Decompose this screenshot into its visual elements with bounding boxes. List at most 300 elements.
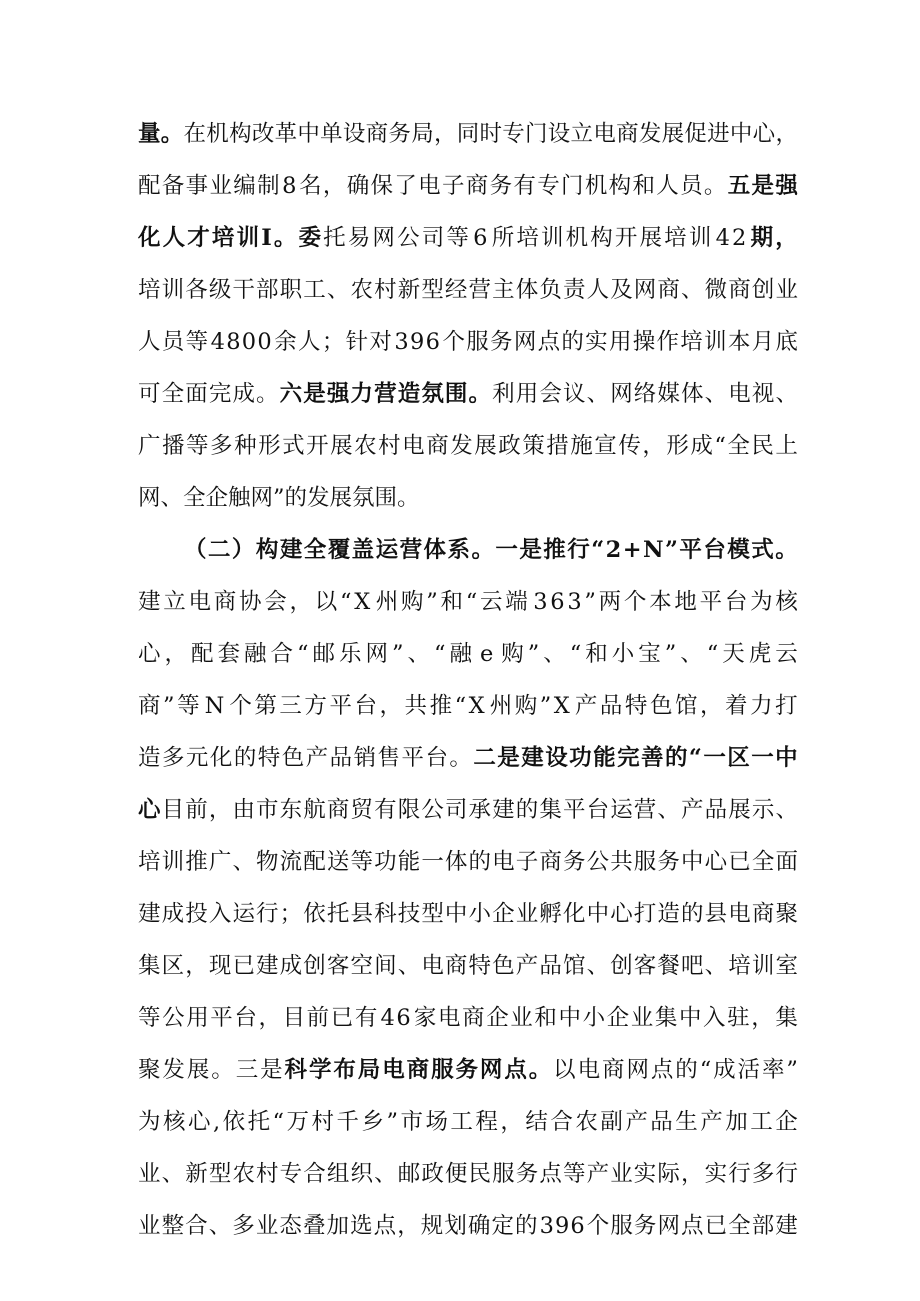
text-char: 色: [649, 693, 673, 719]
text-char: 网: [610, 381, 633, 407]
text-char: 电: [382, 1057, 405, 1083]
text-char: 服: [492, 1161, 515, 1187]
text-char: 村: [374, 277, 397, 303]
text-char: 。: [273, 225, 297, 251]
text-char: 平: [210, 1005, 233, 1031]
text-char: 现: [208, 953, 232, 979]
text-char: 行: [256, 901, 279, 927]
text-char: 业: [610, 1161, 633, 1187]
text-char: 特: [624, 693, 648, 719]
text-char: 种: [234, 433, 257, 459]
text-char: 组: [326, 1161, 350, 1187]
text-char: 企: [492, 901, 515, 927]
text-char: 购: [501, 641, 524, 667]
text-char: 推: [429, 693, 453, 719]
text-char: 品: [329, 745, 353, 771]
text-char: 0: [241, 329, 257, 355]
text-char: “: [706, 641, 719, 667]
text-char: ”: [539, 693, 552, 719]
text-char: 科: [374, 901, 397, 927]
text-char: 业: [775, 277, 798, 303]
text-char: 实: [633, 1161, 657, 1187]
text-char: 网: [626, 1057, 649, 1083]
text-char: 电: [438, 1005, 461, 1031]
text-char: 全: [161, 381, 185, 407]
text-char: 多: [161, 745, 185, 771]
text-char: 力: [350, 381, 373, 407]
text-char: 员: [680, 173, 703, 199]
text-char: 商: [657, 277, 680, 303]
text-line: [138, 368, 798, 420]
text-char: ，: [775, 225, 798, 251]
text-char: 模: [727, 537, 750, 563]
text-char: 网: [657, 1213, 680, 1239]
text-char: 建: [492, 797, 515, 823]
text-char: 时: [479, 121, 502, 147]
text-char: 运: [232, 901, 255, 927]
text-char: 事: [185, 173, 209, 199]
text-char: 面: [185, 381, 208, 407]
text-char: 宝: [638, 641, 661, 667]
text-char: 心: [752, 121, 776, 147]
text-char: 人: [138, 329, 161, 355]
text-char: 业: [138, 1161, 161, 1187]
text-char: 方: [304, 693, 327, 719]
text-char: 承: [468, 797, 492, 823]
text-char: 一: [421, 849, 444, 875]
text-line: [138, 1044, 798, 1096]
text-char: 等: [350, 849, 373, 875]
text-char: 宣: [594, 433, 617, 459]
text-char: 作: [656, 329, 680, 355]
text-char: 地: [674, 589, 697, 615]
text-char: 入: [208, 901, 232, 927]
text-char: 部: [751, 1213, 775, 1239]
text-char: 和: [632, 173, 655, 199]
text-char: 。: [528, 1057, 552, 1083]
text-char: 等: [177, 693, 200, 719]
text-char: N: [204, 693, 225, 719]
text-line: [138, 576, 798, 628]
text-char: 商: [728, 277, 751, 303]
text-char: 送: [326, 849, 350, 875]
text-char: 子: [515, 849, 539, 875]
text-char: 6: [550, 589, 565, 615]
text-char: 系: [447, 537, 470, 563]
text-char: 用: [515, 381, 539, 407]
text-char: 市: [400, 1109, 423, 1135]
text-char: 形: [258, 433, 281, 459]
text-line: [138, 524, 798, 576]
text-char: 、: [680, 641, 703, 667]
text-char: 航: [303, 797, 326, 823]
text-char: 设: [547, 121, 571, 147]
text-char: N: [642, 537, 664, 563]
text-char: 司: [444, 797, 468, 823]
text-char: 造: [397, 381, 421, 407]
text-char: 合: [185, 1213, 208, 1239]
text-char: ”: [786, 1057, 798, 1083]
text-char: ，: [185, 953, 208, 979]
text-char: 各: [185, 277, 208, 303]
text-char: 目: [282, 1005, 306, 1031]
text-char: 围: [444, 381, 468, 407]
text-char: 售: [377, 745, 401, 771]
text-char: 播: [162, 433, 185, 459]
text-char: 心: [138, 797, 161, 823]
text-char: 型: [208, 1161, 232, 1187]
text-char: 视: [751, 381, 775, 407]
text-char: 打: [775, 693, 798, 719]
text-char: 名: [299, 173, 322, 199]
text-char: 。: [468, 381, 492, 407]
text-char: 商: [138, 693, 161, 719]
text-char: 、: [397, 953, 421, 979]
text-char: 集: [138, 953, 161, 979]
text-char: 设: [545, 745, 568, 771]
text-char: 点: [537, 329, 561, 355]
text-char: 氛: [421, 381, 444, 407]
text-char: ”: [163, 693, 175, 719]
text-char: 才: [187, 225, 210, 251]
text-char: 协: [239, 589, 262, 615]
text-char: 为: [138, 1109, 161, 1135]
text-char: 区: [727, 745, 750, 771]
text-char: 点: [539, 1161, 562, 1187]
text-char: 4: [380, 1005, 395, 1031]
text-char: 有: [513, 173, 536, 199]
text-char: 微: [704, 277, 728, 303]
text-char: 划: [444, 1213, 467, 1239]
text-char: 市: [256, 797, 279, 823]
text-char: 是: [303, 381, 326, 407]
text-char: 民: [751, 433, 774, 459]
text-char: 的: [515, 797, 539, 823]
text-char: 心: [138, 641, 161, 667]
text-char: 工: [450, 1109, 473, 1135]
text-char: 家: [413, 1005, 437, 1031]
text-char: 乐: [339, 641, 362, 667]
text-char: 网: [365, 641, 389, 667]
text-char: 能: [397, 849, 421, 875]
text-char: 规: [420, 1213, 444, 1239]
text-char: 。: [256, 381, 279, 407]
text-char: 两: [598, 589, 622, 615]
text-char: “: [591, 537, 605, 563]
text-char: 购: [401, 589, 424, 615]
text-char: 产: [515, 953, 539, 979]
text-char: 以: [314, 589, 338, 615]
text-char: 盖: [351, 537, 375, 563]
text-char: 对: [369, 329, 392, 355]
text-char: 五: [727, 173, 751, 199]
text-char: 公: [397, 225, 420, 251]
text-char: 建: [279, 537, 303, 563]
text-char: X: [553, 693, 570, 719]
text-char: 吧: [681, 953, 704, 979]
text-char: 元: [185, 745, 209, 771]
text-char: 人: [298, 329, 321, 355]
text-char: 本: [649, 589, 672, 615]
text-char: 第: [254, 693, 277, 719]
text-char: ，: [681, 1161, 704, 1187]
text-char: 小: [611, 641, 635, 667]
text-char: 善: [641, 745, 664, 771]
text-char: 结: [525, 1109, 548, 1135]
text-char: 体: [681, 381, 704, 407]
text-char: Ⅰ: [261, 225, 272, 251]
text-char: 了: [394, 173, 417, 199]
text-char: ；: [279, 901, 303, 927]
text-char: 会: [264, 589, 287, 615]
text-char: 色: [281, 745, 305, 771]
text-char: 端: [505, 589, 528, 615]
text-char: 4: [210, 329, 225, 355]
text-char: 的: [675, 1057, 698, 1083]
text-char: 机: [565, 225, 589, 251]
text-char: 式: [282, 433, 305, 459]
text-char: 集: [654, 1005, 678, 1031]
text-char: 训: [161, 849, 185, 875]
text-char: 3: [533, 589, 548, 615]
text-char: 专: [279, 1161, 303, 1187]
text-line: [138, 212, 798, 264]
text-char: 商: [602, 1057, 625, 1083]
text-char: 中: [586, 901, 610, 927]
text-char: 务: [388, 121, 411, 147]
text-char: 台: [234, 1005, 257, 1031]
text-char: 底: [775, 329, 798, 355]
text-char: 区: [161, 953, 185, 979]
text-char: 二: [207, 537, 231, 563]
text-char: 培: [680, 329, 703, 355]
text-char: 促: [684, 121, 707, 147]
text-char: 场: [425, 1109, 448, 1135]
text-char: 前: [185, 797, 208, 823]
text-char: 强: [326, 381, 350, 407]
text-char: 推: [185, 849, 208, 875]
text-char: 共: [610, 849, 633, 875]
text-char: 训: [751, 953, 775, 979]
text-char: 等: [446, 225, 469, 251]
text-char: 多: [232, 1213, 255, 1239]
text-line: [138, 472, 798, 524]
text-char: 乡: [361, 1109, 384, 1135]
text-char: 。: [160, 121, 184, 147]
text-char: 个: [442, 329, 465, 355]
text-char: “: [714, 433, 726, 459]
text-char: 等: [138, 1005, 161, 1031]
text-char: 开: [614, 225, 638, 251]
text-char: 融: [449, 641, 473, 667]
text-char: ，: [289, 589, 313, 615]
text-char: 措: [546, 433, 569, 459]
text-char: 体: [423, 537, 447, 563]
text-char: 活: [737, 1057, 761, 1083]
text-char: 成: [713, 1057, 736, 1083]
text-char: 电: [418, 173, 441, 199]
text-char: 电: [492, 849, 515, 875]
text-char: 等: [185, 329, 209, 355]
text-char: 形: [666, 433, 689, 459]
text-char: ，: [775, 121, 798, 147]
text-char: 有: [374, 797, 397, 823]
text-char: 能: [593, 745, 616, 771]
text-char: 9: [554, 1213, 570, 1239]
text-char: 配: [303, 849, 326, 875]
text-char: 企: [775, 1109, 798, 1135]
text-char: 构: [255, 537, 279, 563]
text-char: 型: [421, 901, 444, 927]
text-char: 、: [407, 641, 431, 667]
text-char: 服: [466, 329, 489, 355]
text-char: 务: [633, 1213, 657, 1239]
text-char: 二: [473, 745, 496, 771]
text-char: 商: [616, 121, 639, 147]
text-line: [138, 940, 798, 992]
text-char: 针: [345, 329, 369, 355]
text-char: 广: [208, 849, 232, 875]
text-char: 副: [600, 1109, 623, 1135]
text-char: 、: [326, 277, 350, 303]
text-char: 、: [161, 1161, 185, 1187]
text-char: 建: [138, 589, 161, 615]
text-char: 心: [187, 1109, 211, 1135]
text-char: 力: [750, 693, 773, 719]
text-char: 是: [519, 537, 542, 563]
text-char: 加: [326, 1213, 350, 1239]
text-char: 点: [681, 1213, 704, 1239]
text-line: [138, 420, 798, 472]
text-char: 加: [725, 1109, 748, 1135]
text-char: 、: [208, 1213, 232, 1239]
text-char: 营: [633, 797, 657, 823]
text-char: 商: [213, 589, 237, 615]
text-char: 县: [350, 901, 373, 927]
text-char: 展: [330, 433, 353, 459]
text-char: 核: [162, 1109, 186, 1135]
text-char: 成: [232, 381, 255, 407]
text-char: 易: [347, 225, 371, 251]
text-char: 务: [515, 1161, 539, 1187]
text-char: 州: [489, 693, 513, 719]
text-char: 多: [210, 433, 233, 459]
text-char: 造: [657, 901, 680, 927]
text-char: 本: [727, 329, 751, 355]
text-char: 孵: [539, 901, 562, 927]
text-char: 中: [444, 901, 468, 927]
text-char: 餐: [657, 953, 680, 979]
text-char: 议: [562, 381, 586, 407]
text-char: 托: [326, 901, 350, 927]
text-char: 确: [467, 1213, 491, 1239]
text-char: 整: [161, 1213, 185, 1239]
text-char: 部: [256, 277, 279, 303]
text-char: 中: [681, 849, 704, 875]
text-char: 个: [229, 693, 252, 719]
text-char: 。: [471, 537, 494, 563]
text-char: 客: [326, 953, 350, 979]
text-char: 专: [502, 121, 525, 147]
text-char: 个: [586, 1213, 610, 1239]
text-char: 化: [209, 745, 233, 771]
text-char: 品: [650, 1109, 673, 1135]
text-char: 已: [704, 1213, 728, 1239]
text-char: 化: [562, 901, 586, 927]
text-char: 的: [561, 329, 584, 355]
text-char: 网: [513, 329, 537, 355]
text-char: 以: [553, 1057, 576, 1083]
text-char: 一: [495, 537, 518, 563]
text-char: 村: [378, 433, 401, 459]
text-char: 培: [138, 849, 161, 875]
text-char: 的: [233, 745, 257, 771]
text-char: 实: [585, 329, 608, 355]
text-char: 聚: [138, 1057, 161, 1083]
text-char: 门: [525, 121, 548, 147]
text-line: [138, 888, 798, 940]
text-char: 保: [370, 173, 394, 199]
text-char: 用: [608, 329, 632, 355]
text-char: 广: [138, 433, 161, 459]
text-char: 6: [425, 329, 440, 355]
text-char: 局: [411, 121, 434, 147]
text-char: 政: [421, 1161, 444, 1187]
text-char: 平: [329, 693, 352, 719]
text-line: [138, 680, 798, 732]
text-char: 和: [534, 1005, 557, 1031]
text-char: 功: [374, 849, 397, 875]
text-char: 2: [732, 225, 747, 251]
text-char: 2: [605, 537, 622, 563]
text-char: 民: [468, 1161, 492, 1187]
text-char: 运: [610, 797, 633, 823]
text-char: 全: [303, 537, 327, 563]
text-char: 产: [625, 1109, 648, 1135]
text-char: 、: [704, 953, 728, 979]
text-char: “: [340, 589, 352, 615]
text-char: 局: [357, 1057, 381, 1083]
text-char: 投: [185, 901, 208, 927]
text-char: 服: [431, 1057, 454, 1083]
text-char: 确: [346, 173, 370, 199]
text-char: 务: [562, 849, 586, 875]
text-char: 化: [138, 225, 161, 251]
text-char: 月: [751, 329, 775, 355]
text-char: 入: [703, 1005, 726, 1031]
text-char: ”: [584, 589, 596, 615]
text-char: ”: [665, 537, 678, 563]
text-char: 室: [775, 953, 798, 979]
text-char: 、: [586, 953, 610, 979]
text-char: 特: [257, 745, 281, 771]
text-char: 创: [303, 953, 326, 979]
text-char: 覆: [327, 537, 351, 563]
text-char: 有: [354, 1005, 378, 1031]
text-char: 的: [468, 849, 492, 875]
text-char: 利: [492, 381, 515, 407]
text-char: 务: [490, 329, 513, 355]
text-char: 台: [354, 693, 377, 719]
text-char: 平: [679, 537, 702, 563]
text-char: 、: [657, 797, 680, 823]
text-char: 商: [751, 901, 775, 927]
text-char: 络: [633, 381, 657, 407]
text-char: 公: [421, 797, 444, 823]
text-char: 公: [162, 1005, 185, 1031]
text-char: 融: [244, 641, 267, 667]
text-char: 。: [449, 745, 472, 771]
